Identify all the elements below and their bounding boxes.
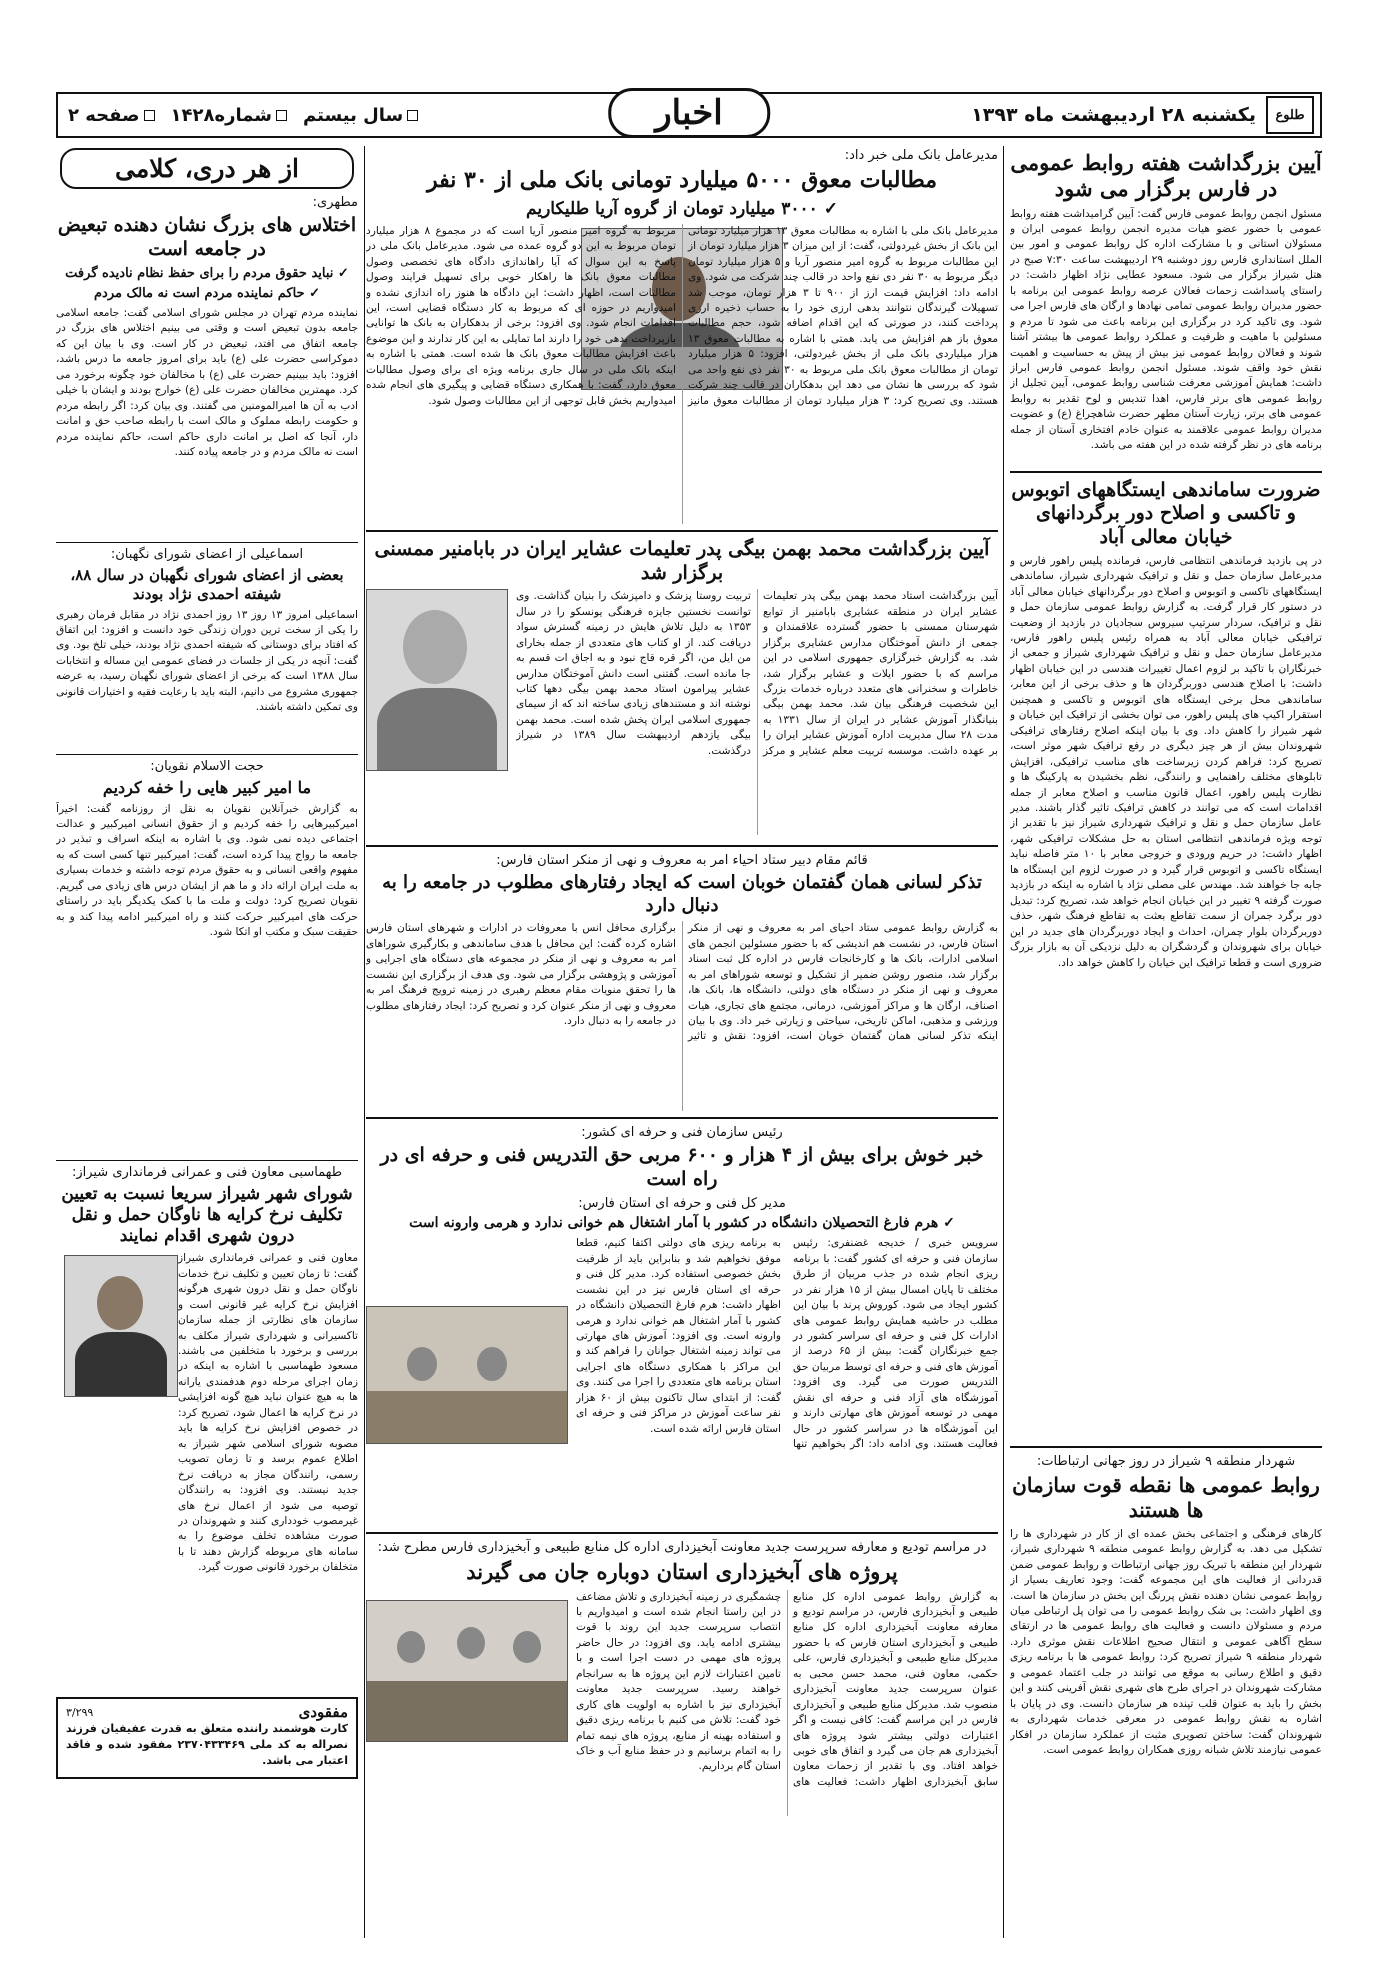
lost-notice-code: ۳/۲۹۹ — [66, 1705, 94, 1719]
article-title: تذکر لسانی همان گفتمان خوبان است که ایجاد رفتارهای مطلوب در جامعه را به دنبال دارد — [382, 872, 982, 916]
square-bullet-icon — [407, 110, 418, 121]
person-shape — [457, 1627, 485, 1659]
divider — [366, 530, 998, 532]
article-bahmanbeigi — [366, 538, 998, 840]
article-subtitle: ✓ هرم فارغ التحصیلان دانشگاه در کشور با آمار اشتغال هم خوانی ندارد و هرمی وارونه است — [366, 1215, 998, 1233]
masthead-right — [971, 96, 1320, 134]
divider — [366, 1117, 998, 1119]
lost-notice-header — [66, 1703, 348, 1721]
article-title: ما امیر کبیر هایی را خفه کردیم — [102, 777, 312, 797]
right-column — [1010, 146, 1322, 1938]
page-text: صفحه ۲ — [68, 104, 140, 126]
article-kicker: مدیرعامل بانک ملی خبر داد: — [844, 148, 998, 163]
article-title: روابط عمومی ها نقطه قوت سازمان ها هستند — [1012, 1472, 1320, 1522]
face-shape — [403, 610, 467, 684]
article-body: نماینده مردم تهران در مجلس شورای اسلامی گفت: جامعه اسلامی جامعه بدون تبعیض است و وقتی می بینیم اختلاس های بزرگ در جامعه اتفاق می افتد، تبعیض در کار است. وی با بیان این که دموکراسی حضرت علی (ع) باید برای امروز جامعه ما درس باشد، افزود: باید ببینیم حضرت علی (ع) با مخالفان خود چگونه برخورد می کرد. مهمترین مخالفان حضرت علی (ع) خوارج بودند و ایشان با خیلی ادب به آن ها امیرالمومنین می گفتند. وی بیان کرد: اگر رابطه مردم و حکومت رابطه مملوک و مالک است با رابطه صاحب حق و امانت دار، آنجا که اصل بر امانت داری حاکم است، حاکم نماینده مردم است نه مالک مردم و در جامعه پیاده کنند. — [56, 307, 358, 459]
article-title: پروژه های آبخیزداری استان دوباره جان می گیرند — [466, 1559, 898, 1585]
article-pr-district9 — [1010, 1454, 1322, 1759]
person-shape — [397, 1631, 425, 1663]
lost-notice-body: کارت هوشمند راننده متعلق به قدرت عفیفیان فرزند نصراله به کد ملی ۲۳۷۰۴۳۳۴۶۹ مفقود شده و فاقد اعتبار می باشد. — [66, 1722, 348, 1768]
photo-ceremony — [366, 1600, 568, 1742]
masthead-left — [58, 105, 418, 126]
article-body: معاون فنی و عمرانی فرمانداری شیراز گفت: تا زمان تعیین و تکلیف نرخ خدمات ناوگان حمل و نقل درون شهری هرگونه افزایش نرخ کرایه غیر قانونی است و سازمان های نظارتی از جمله سازمان تاکسیرانی و شهرداری شیراز مکلف به بررسی و برخورد با متخلفین می باشند. مسعود طهماسبی با اشاره به اینکه در زمان اجرای مرحله دوم هدفمندی یارانه ها به هیچ عنوان نباید هیچ گونه افزایشی در نرخ کرایه ها اعمال شود، تصریح کرد: در خصوص افزایش نرخ کرایه ها باید مصوبه شورای اسلامی شهر شیراز به اطلاع عموم برسد و تا زمان تصویب رسمی، رانندگان مجاز به دریافت نرخ جدید نیستند. وی افزود: به رانندگان توصیه می شود از اعمال نرخ های غیرمصوب خودداری کنند و شهروندان در صورت مشاهده تخلف موضوع را به سامانه های مربوطه گزارش دهند تا با متخلفان برخورد قانونی صورت گیرد. — [178, 1252, 358, 1574]
article-kicker: رئیس سازمان فنی و حرفه ای کشور: — [581, 1125, 783, 1141]
torso-shape — [75, 1332, 167, 1397]
article-body: مسئول انجمن روابط عمومی فارس گفت: آیین گرامیداشت هفته روابط عمومی با حضور عضو هیات مدیره انجمن روابط عمومی ایران و مسئولان استانی و با مشارکت اداره کل روابط عمومی و امور بین الملل استانداری فارس روز دوشنبه ۲۹ اردیبهشت ساعت ۷:۳۰ صبح در هتل شیراز برگزار می شود. مسعود عطایی نژاد اظهار داشت: در راستای پاسداشت زحمات فعالان عرصه روابط عمومی این برنامه با حضور مدیران روابط عمومی تمامی نهادها و ارگان های فارس اجرا می شود. وی تاکید کرد در برگزاری این برنامه باعث می شود تا مردم و مسئولین با ماهیت و ظرفیت و عملکرد روابط عمومی ها بیشتر آشنا شوند و فعالان روابط عمومی نیز بیش از پیش به حساسیت و اهمیت نقش خود واقف شوند. مسئول انجمن روابط عمومی فارس ابراز داشت: همایش آموزشی معرفت شناسی روابط عمومی، آیین تجلیل از روابط عمومی های برتر فارس، اهدا تندیس و لوح تقدیر به روابط عمومی های برتر، زیارت آستان مطهر حضرت شاهچراغ (ع) و عضویت مدیران روابط عمومی علاقمند به عنوان خادم افتخاری آستان از جمله برنامه های در نظر گرفته شده در این هفته می باشد. — [1010, 207, 1322, 452]
divider — [1010, 1446, 1322, 1448]
left-column — [56, 146, 358, 1938]
article-layout — [366, 1236, 998, 1526]
article-body: به گزارش روابط عمومی ستاد احیای امر به معروف و نهی از منکر استان فارس، در نشست هم اندیشی که با حضور مسئولین انجمن های اسلامی ادارات، بانک ها و کارخانجات فارس در اداره کل ثبت اسناد برگزار شد، منصور روشن ضمیر از تشکیل و توسعه شوراهای امر به معروف و نهی از منکر در دستگاه های دولتی، دانشگاه ها، بانک ها، اصناف، ارگان ها و مراکز آموزشی، درمانی، مجتمع های تجاری، هیات ورزشی و مذهبی، اماکن تاریخی، سیاحتی و زیارتی خبر داد. وی با بیان اینکه تذکر لسانی همان گفتمان خوبان است، افزود: نقش و تاثیر برگزاری محافل انس با معروفات در ادارات و شهرهای استان فارس اشاره کرده گفت: این محافل با هدف ساماندهی و بکارگیری شوراهای امر به معروف و نهی از منکر در مجموعه های دستگاه های اجرایی و آموزشی و پژوهشی برگزار می شود. وی هدف از برگزاری این نشست ها را تحقق منویات مقام معظم رهبری در زمینه ترویج فرهنگ امر به معروف و نهی از منکر عنوان کرد و تصریح کرد: ایجاد رفتارهای مطلوب در جامعه را به دنبال دارد. — [366, 922, 998, 1043]
logo-text: طلوع — [1275, 107, 1305, 123]
article-body: به گزارش خبرآنلاین نقویان به نقل از روزنامه گفت: اخیراً امیرکبیرهایی را خفه کردیم و از حقوق انسانی امیرکبیر و عدالت اجتماعی دیده نمی شود. وی با اشاره به اینکه اسراف و تبذیر در جامعه ما رواج پیدا کرده است، گفت: امیرکبیر تنها کسی است که به مفهوم واقعی انسانی و به حقوق مردم توجه داشته و خدمات بسیاری به ملت ایران ارائه داد و ما هم از ایشان درس های زیادی می گیریم. نقویان تصریح کرد: دولت و ملت ما با کمک یکدیگر باید در راستای حرکت های امیرکبیر حرکت کنند و راه امیرکبیر ادامه پیدا کند و به حقیقت سبک و مکتب او اتکا شود. — [56, 802, 358, 939]
article-guardian-council — [56, 547, 358, 750]
lost-notice — [56, 1697, 358, 1779]
divider — [56, 542, 358, 543]
article-motahari — [56, 195, 358, 538]
column-divider — [364, 146, 365, 1938]
article-pr-week — [1010, 150, 1322, 465]
newspaper-logo — [1266, 96, 1314, 134]
article-subtitle: ✓ ۳۰۰۰ میلیارد تومان از گروه آریا طلیکاریم — [366, 199, 998, 220]
year-text: سال بیستم — [302, 104, 404, 126]
lost-notice-title: مفقودی — [298, 1703, 348, 1722]
article-body: کارهای فرهنگی و اجتماعی بخش عمده ای از کار در شهرداری ها را تشکیل می دهد. به گزارش روابط عمومی منطقه ۹ شهرداری شیراز، شهردار این منطقه با تبریک روز جهانی ارتباطات و روابط عمومی ضمن قدردانی از فعالیت های این مجموعه گفت: وجود تعاریف بسیار از روابط عمومی نشان دهنده نقش پررنگ این بخش در سازمان ها است. وی اظهار داشت: بی شک روابط عمومی را می توان پل ارتباطی میان مردم و مسئولان دانست و فعالیت های روابط عمومی ها در ارتقای سطح آگاهی عمومی و انتقال صحیح اطلاعات نقش موثری دارد. شهردار منطقه ۹ شیراز تصریح کرد: روابط عمومی ها با برنامه ریزی دقیق و اطلاع رسانی به موقع می توانند در جلب اعتماد عمومی و مشارکت شهروندان در اجرای طرح های شهری نقش آفرینی کنند و این بخش را باید به عنوان قلب تپنده هر سازمان دانست. وی در پایان با اشاره به نقش روابط عمومی در معرفی خدمات شهرداری به شهروندان گفت: ساختن تصویری مثبت از عملکرد سازمان در افکار عمومی نیازمند تلاش شبانه روزی همکاران روابط عمومی است. — [1010, 1527, 1322, 1757]
table-shape — [367, 1681, 567, 1741]
article-body: آیین بزرگداشت استاد محمد بهمن بیگی پدر تعلیمات عشایر ایران در منطقه عشایری بابامنیر از توابع شهرستان ممسنی با حضور گسترده علاقمندان و جمعی از دانش آموختگان مدارس عشایری برگزار شد. به گزارش خبرگزاری جمهوری اسلامی در این مراسم که با حضور ایلات و عشایر برگزار شد، خاطرات و سخنرانی های متعدد درباره خدمات بزرگ این شخصیت فرهنگی بیان شد. محمد بهمن بیگی بنیانگذار آموزش عشایر در ایران از سال ۱۳۳۱ به مدت ۲۸ سال مدیریت اداره آموزش عشایر ایران را بر عهده داشت. موسسه تربیت معلم عشایر و مرکز تربیت روستا پزشک و دامپزشک را بنیان گذاشت. وی توانست نخستین جایزه فرهنگی یونسکو را در سال ۱۳۵۳ به دلیل تلاش هایش در زمینه گسترش سواد دریافت کند. از او کتاب های متعددی از جمله بخارای من ایل من، اگر قره قاج نبود و به اجاق ات قسم به جا مانده است. گفتنی است دانش آموختگان مدارس عشایر پیرامون استاد محمد بهمن بیگی دهها کتاب نوشته اند و مستندهای زیادی ساخته اند که از سیمای جمهوری اسلامی ایران پخش شده است. محمد بهمن بیگی یازدهم اردیبهشت سال ۱۳۸۹ در شیراز درگذشت. — [516, 590, 998, 757]
article-kicker: حجت الاسلام نقویان: — [150, 758, 264, 774]
middle-column — [366, 146, 998, 1938]
square-bullet-icon — [276, 110, 287, 121]
table-shape — [367, 1391, 567, 1443]
article-title: آیین بزرگداشت هفته روابط عمومی در فارس برگزار می شود — [1010, 150, 1322, 202]
article-kicker: قائم مقام دبیر ستاد احیاء امر به معروف و نهی از منکر استان فارس: — [496, 853, 868, 869]
article-layout — [366, 1590, 998, 1820]
section-title: اخبار — [608, 88, 770, 138]
article-title: خبر خوش برای بیش از ۴ هزار و ۶۰۰ مربی حق التدریس فنی و حرفه ای در راه است — [380, 1144, 984, 1190]
photo-tahmasebi — [64, 1255, 178, 1397]
column-divider — [1003, 146, 1004, 1938]
article-kicker: طهماسبی معاون فنی و عمرانی فرمانداری شیراز: — [71, 1164, 343, 1180]
photo-bahmanbeigi — [366, 589, 508, 771]
article-title: آیین بزرگداشت محمد بهمن بیگی پدر تعلیمات عشایر ایران در بابامنیر ممسنی برگزار شد — [374, 537, 990, 584]
divider — [1010, 471, 1322, 473]
article-kicker: اسماعیلی از اعضای شورای نگهبان: — [110, 547, 304, 562]
divider — [366, 1532, 998, 1534]
article-bus-stations — [1010, 479, 1322, 1440]
divider — [56, 1160, 358, 1161]
square-bullet-icon — [144, 110, 155, 121]
columns — [56, 146, 1322, 1938]
person-shape — [477, 1347, 507, 1381]
article-body: مدیرعامل بانک ملی با اشاره به مطالبات معوق ۱۳ هزار میلیارد تومانی این بانک از بخش غیردولتی، گفت: از این میزان ۳ هزار میلیارد تومان از این مطالبات مربوط به گروه امیر منصور آریا و ۵ هزار میلیارد تومان دیگر مربوط به ۳۰ نفر دی نفع واحد در قالب چند شرکت می شود. وی ادامه داد: افزایش قیمت ارز از ۹۰۰ تا ۳ هزار تومان، موجب شد تسهیلات گیرندگان نتوانند بدهی ارزی خود را به حساب ذخیره ارزی پرداخت کنند، در صورتی که این اقدام اضافه شود، حجم مطالبات معوق باز هم افزایش می یابد. همتی با اشاره به مطالبات معوق ۱۳ هزار میلیاردی بانک ملی از بخش غیردولتی، افزود: ۵ هزار میلیارد تومان از مطالبات معوق بانک ملی مربوط به ۳۰ نفر ذی نفع واحد می شود که بررسی ها نشان می دهد این بدهکاران در قالب چند شرکت هستند. وی تصریح کرد: ۳ هزار میلیارد تومان از مطالبات معوق مانیز مربوط به گروه امیر منصور آریا است که در مجموع ۸ هزار میلیارد تومان مربوط به این دو گروه عمده می شود. مدیرعامل بانک ملی در پاسخ به این سوال که آیا راهاندازی دادگاه های تخصصی وصول مطالبات معوق بانک ها راهکار خوبی برای تسهیل فرایند وصول مطالبات است، اظهار داشت: این دادگاه ها هنوز راه اندازی نشده و امیدواریم در حوزه ای که مربوط به کار دستگاه قضایی است، این اقدامات انجام شود. وی افزود: برخی از بدهکاران به بانک ها توانایی بازپرداخت بدهی خود را دارند اما تمایلی به این کار ندارند و این موضوع باعث افزایش مطالبات معوق بانک ها شده است. همتی با اشاره به اینکه بانک ملی در سال جاری برنامه ویژه ای برای وصول مطالبات معوق دارد، گفت: با همکاری دستگاه قضایی و پیگیری های انجام شده امیدواریم بخش قابل توجهی از این مطالبات وصول شود. — [366, 224, 998, 407]
article-kicker: در مراسم تودیع و معارفه سرپرست جدید معاونت آبخیزداری اداره کل منابع طبیعی و آبخیزداری فارس مطرح شد: — [377, 1540, 987, 1556]
page-number — [68, 105, 155, 126]
article-title: مطالبات معوق ۵۰۰۰ میلیارد تومانی بانک ملی از ۳۰ نفر — [426, 167, 938, 193]
issue-number — [171, 105, 287, 126]
year-label — [303, 105, 418, 126]
section-box-title: از هر دری، کلامی — [60, 148, 354, 189]
article-naghavian — [56, 759, 358, 1156]
article-layout — [366, 589, 998, 839]
face-shape — [97, 1276, 143, 1330]
issue-text: شماره۱۴۲۸ — [170, 104, 272, 126]
article-title: ضرورت ساماندهی ایستگاههای اتوبوس و تاکسی و اصلاح دور برگردانهای خیابان معالی آباد — [1011, 478, 1321, 548]
article-kicker: شهردار منطقه ۹ شیراز در روز جهانی ارتباطات: — [1036, 1453, 1296, 1469]
person-shape — [407, 1347, 437, 1381]
article-body: در پی بازدید فرماندهی انتظامی فارس، فرمانده پلیس راهور فارس و مدیرعامل سازمان حمل و نقل و ترافیک شهرداری شیراز، ساماندهی ایستگاههای تاکسی و اتوبوس و اصلاح دور برگردانهای خیابان معالی آباد در دستور کار قرار گرفت. به گزارش روابط عمومی سازمان حمل و نقل و ترافیک، سردار سرتیپ سیروس سجادیان در بازدید از وضعیت ترافیکی خیابان معالی آباد به همراه رئیس پلیس راهور فارس، مدیرعامل سازمان حمل و نقل و ترافیک شهرداری شیراز و جمعی از خبرنگاران با تاکید بر لزوم اعمال تغییرات هندسی در این خیابان اظهار داشت: با اصلاح هندسی دوربرگردان ها و حذف برخی از این معابر، ساماندهی محل برخی ایستگاه های اتوبوس و تاکسی و همچنین استقرار اکیپ های پلیس راهور، می توان بخشی از ترافیک این خیابان و شهر شیراز را کاهش داد. وی با بیان اینکه اصلاح رفتارهای ترافیکی شهروندان بیش از هر چیز دیگری در رفع ترافیک شهر موثر است، تصریح کرد: فراهم کردن زیرساخت های مناسب ترافیکی، افزایش تابلوهای مختلف راهنمایی و رانندگی، نظم بخشیدن به پارکینگ ها و نظارت پلیس راهور، اعمال قانون مناسب و اصلاح معابر از جمله اقدامات است که می توانند در کاهش ترافیک تاثیر گذار باشند. مدیر عامل سازمان حمل و نقل و ترافیک شهرداری شیراز نیز با تقدیر از توجه ویژه فرماندهی انتظامی استان به حل مشکلات ترافیکی شهر، اظهار داشت: در حریم ورودی و خروجی معابر با ۱۰ متر فاصله نباید ایستگاه تاکسی و اتوبوس قرار گیرد و در صورت لزوم این ایستگاه ها جابه جا خواهند شد. مهندس علی مصلی نژاد با اشاره به اینکه در بازدید صورت گرفته ۹ تغییر در این خیابان انجام خواهد شد، تصریح کرد: تبدیل دور برگرد جمران از سمت تقاطع بعثت به تقاطع فرهنگ شهر، حذف دوربرگردان بلوار چمران، احداث و ایجاد دوربرگردان های جدید در این خیابان برای شهروندان و گردشگران به دلیل نزدیکی آن به بازار بزرگ ضروری است و قطعا ترافیک این خیابان را کاهش خواهد داد. — [1010, 554, 1322, 969]
divider — [366, 845, 998, 847]
article-layout — [366, 224, 998, 524]
article-title: شورای شهر شیراز سریعا نسبت به تعیین تکلیف نرخ کرایه ها ناوگان حمل و نقل درون شهری اقدام نمایند — [61, 1183, 353, 1246]
issue-date: یکشنبه ۲۸ اردیبهشت ماه ۱۳۹۳ — [971, 104, 1256, 126]
article-kicker-2: مدیر کل فنی و حرفه ای استان فارس: — [578, 1195, 786, 1211]
divider — [56, 754, 358, 755]
torso-shape — [377, 688, 497, 771]
article-subtitle: ✓ حاکم نماینده مردم است نه مالک مردم — [56, 286, 358, 302]
article-watershed — [366, 1540, 998, 1819]
article-body: به گزارش روابط عمومی اداره کل منابع طبیعی و آبخیزداری فارس، در مراسم تودیع و معارفه معاونت آبخیزداری اداره کل منابع طبیعی و آبخیزداری استان فارس که با حضور مدیرکل منابع طبیعی و آبخیزداری فارس، علی حکمی، معاون فنی، محمد حسن محبی به عنوان سرپرست جدید معاونت آبخیزداری منصوب شد. مدیرکل منابع طبیعی و آبخیزداری فارس در این مراسم گفت: کافی نیست و اگر اعتبارات دولتی بیشتر شود پروژه های آبخیزداری هم جان می گیرد و اتفاق های خوبی خواهد افتاد. وی با تقدیر از زحمات معاون سابق آبخیزداری اظهار داشت: فعالیت های چشمگیری در زمینه آبخیزداری و تلاش مضاعف در این راستا انجام شده است و امیدواریم با انتصاب سرپرست جدید این روند با قوت بیشتری ادامه یابد. وی افزود: در حال حاضر پروژه های مهمی در دست اجرا است و با تامین اعتبارات لازم این پروژه ها به سرانجام خواهند رسید. سرپرست جدید معاونت آبخیزداری نیز با اشاره به اولویت های کاری خود گفت: تلاش می کنیم با برنامه ریزی دقیق و استفاده بهینه از منابع، پروژه های نیمه تمام را به اتمام برسانیم و در حفظ منابع آب و خاک استان گام برداریم. — [576, 1590, 998, 1788]
article-fares-city-council — [56, 1165, 358, 1692]
photo-meeting — [366, 1306, 568, 1444]
article-title: بعضی از اعضای شورای نگهبان در سال ۸۸، شیفته احمدی نژاد بودند — [70, 566, 344, 603]
masthead — [56, 92, 1322, 138]
article-body: سرویس خبری / خدیجه غضنفری: رئیس سازمان فنی و حرفه ای کشور گفت: با برنامه ریزی انجام شده در جذب مربیان از طرق مختلف تا پایان امسال بیش از ۱۵ هزار نفر در کشور ایجاد می شود. کوروش پرند با بیان این مطلب در حاشیه همایش روابط عمومی های ادارات کل فنی و حرفه ای سراسر کشور در جمع خبرنگاران گفت: بیش از ۶۵ درصد از آموزش های فنی و حرفه ای توسط مربیان حق التدریس صورت می گیرد. وی افزود: آموزشگاه های آزاد فنی و حرفه ای نقش مهمی در توسعه آموزش های مهارتی دارند و این آموزشگاه ها در سراسر کشور در حال فعالیت هستند. وی ادامه داد: اگر بخواهیم تنها به برنامه ریزی های دولتی اکتفا کنیم، قطعا موفق نخواهیم شد و بنابراین باید از ظرفیت بخش خصوصی استفاده کرد. مدیر کل فنی و حرفه ای استان فارس نیز در این نشست اظهار داشت: هرم فارغ التحصیلان دانشگاه در کشور با آمار اشتغال هم خوانی ندارد و هرمی وارونه است. وی افزود: آموزش های مهارتی می تواند زمینه اشتغال جوانان را فراهم کند و این مراکز با همکاری دستگاه های اجرایی استان برنامه های متعددی را اجرا می کنند. وی گفت: از ابتدای سال تاکنون بیش از ۶۰ هزار نفر ساعت آموزش در مراکز فنی و حرفه ای استان فارس ارائه شده است. — [576, 1237, 998, 1451]
article-subtitle: ✓ نباید حقوق مردم را برای حفظ نظام نادیده گرفت — [56, 266, 358, 282]
article-kicker: مطهری: — [312, 195, 358, 210]
article-technical-vocational — [366, 1125, 998, 1526]
article-body: اسماعیلی امروز ۱۳ روز ۱۳ روز احمدی نژاد در مقابل فرمان رهبری را یکی از سخت ترین دوران زندگی خود دانست و افزود: این اتفاق که افتاد برای دوستانی که شیفته احمدی نژاد بودند، خیلی تلخ بود. وی گفت: آنچه در یکی از جلسات در فضای عمومی این مساله و انتخابات سال ۱۳۸۸ است که برخی از اعضای شورای نگهبان رسید، به عرضه جمهوری مشروع می دانیم، البته باید با رعایت فقیه و اختیارات قانونی وی تمکین داشته باشند. — [56, 608, 358, 714]
article-bank-melli — [366, 148, 998, 524]
person-shape — [513, 1631, 541, 1663]
article-amr-be-maruf — [366, 853, 998, 1111]
article-title: اختلاس های بزرگ نشان دهنده تبعیض در جامعه است — [57, 214, 357, 260]
